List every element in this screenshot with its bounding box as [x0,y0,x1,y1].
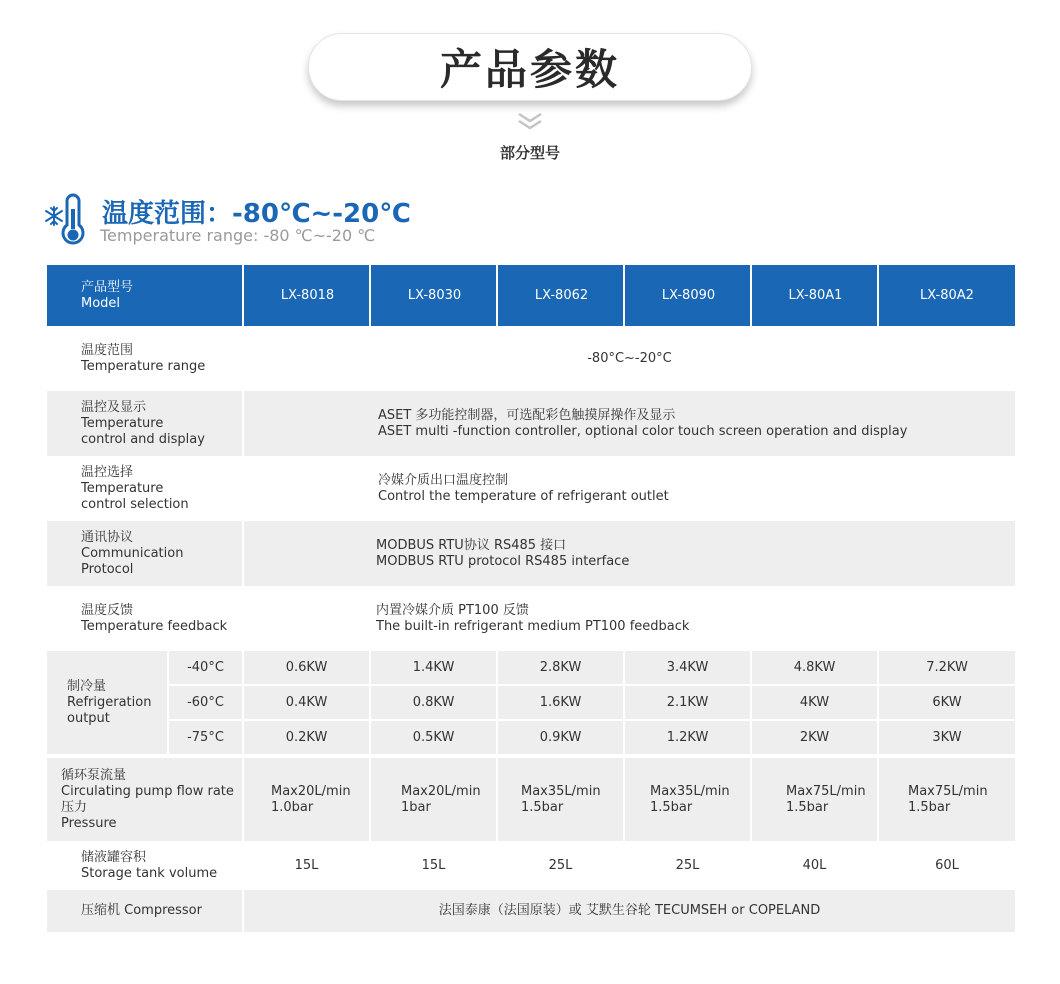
pump-value: Max75L/min 1.5bar [752,758,877,841]
row-value: 法国泰康（法国原装）或 艾默生谷轮 TECUMSEH or COPELAND [244,890,1015,932]
row-label: 温控及显示 Temperature control and display [47,391,242,456]
pump-value: Max20L/min 1.0bar [244,758,369,841]
chevron-down-icon [517,112,543,132]
tank-value: 25L [548,857,573,873]
page-subtitle: 部分型号 [499,144,560,162]
refrig-value: 4KW [752,686,877,719]
refrig-temp: -75°C [169,721,242,754]
row-value: -80°C~-20°C [587,350,672,366]
row-label: 温度范围 Temperature range [81,342,206,374]
tank-value: 15L [294,857,319,873]
refrig-temp: -40°C [169,651,242,684]
table-row-compressor [47,890,1015,932]
range-subtitle: Temperature range: -80 ℃~-20 ℃ [100,226,376,245]
header-model: LX-80A2 [877,265,1015,326]
header-model: LX-80A1 [750,265,879,326]
row-label: 通讯协议 Communication Protocol [47,521,242,586]
refrig-value: 7.2KW [879,651,1015,684]
title-pill [308,33,752,101]
thermometer-snowflake-icon [44,193,90,249]
refrig-value: 2.8KW [498,651,623,684]
spec-table [47,265,1015,932]
refrig-value: 0.9KW [498,721,623,754]
page-title: 产品参数 [439,45,620,94]
header-model: LX-8030 [369,265,498,326]
row-value: 内置冷媒介质 PT100 反馈 The built-in refrigerant medium PT100 feedback [376,602,690,634]
row-label: 制冷量 Refrigeration output [47,651,167,754]
refrig-value: 2KW [752,721,877,754]
range-title: 温度范围：-80℃~-20℃ [102,199,411,229]
refrig-value: 0.4KW [244,686,369,719]
table-row-tank [47,841,1015,890]
header-model: LX-8062 [496,265,625,326]
refrig-value: 4.8KW [752,651,877,684]
row-label: 温度反馈 Temperature feedback [81,602,228,634]
refrig-value: 6KW [879,686,1015,719]
refrig-value: 1.2KW [625,721,750,754]
refrig-value: 0.5KW [371,721,496,754]
table-row-comm [47,521,1015,586]
tank-value: 40L [802,857,827,873]
table-header-row [47,265,1015,326]
table-row-refrigeration [47,651,1015,754]
refrig-value: 3KW [879,721,1015,754]
pump-value: Max35L/min 1.5bar [625,758,750,841]
tank-value: 25L [675,857,700,873]
table-row-temp-control [47,391,1015,456]
header-model-label: 产品型号 Model [47,265,242,326]
refrig-value: 1.4KW [371,651,496,684]
row-label: 温控选择 Temperature control selection [81,464,189,512]
row-label: 循环泵流量 Circulating pump flow rate 压力 Pressure [47,758,242,841]
pump-value: Max75L/min 1.5bar [879,758,1015,841]
pump-value: Max35L/min 1.5bar [498,758,623,841]
tank-value: 60L [935,857,959,873]
row-label: 压缩机 Compressor [47,890,242,932]
row-label: 储液罐容积 Storage tank volume [81,849,218,881]
row-value: ASET 多功能控制器，可选配彩色触摸屏操作及显示 ASET multi -function controller, optional color touch screen operation and display [244,391,1015,456]
refrig-value: 0.8KW [371,686,496,719]
refrig-temp: -60°C [169,686,242,719]
table-row-temp-range [47,326,1015,391]
tank-value: 15L [421,857,446,873]
refrig-value: 3.4KW [625,651,750,684]
refrig-value: 0.2KW [244,721,369,754]
row-value: 冷媒介质出口温度控制 Control the temperature of refrigerant outlet [378,472,669,504]
refrig-value: 2.1KW [625,686,750,719]
header-model: LX-8018 [242,265,371,326]
row-value: MODBUS RTU协议 RS485 接口 MODBUS RTU protocol RS485 interface [244,521,1015,586]
table-row-temp-select [47,456,1015,521]
refrig-value: 1.6KW [498,686,623,719]
table-row-pump [47,758,1015,841]
pump-value: Max20L/min 1bar [371,758,496,841]
refrig-value: 0.6KW [244,651,369,684]
header-model: LX-8090 [623,265,752,326]
table-row-feedback [47,586,1015,651]
